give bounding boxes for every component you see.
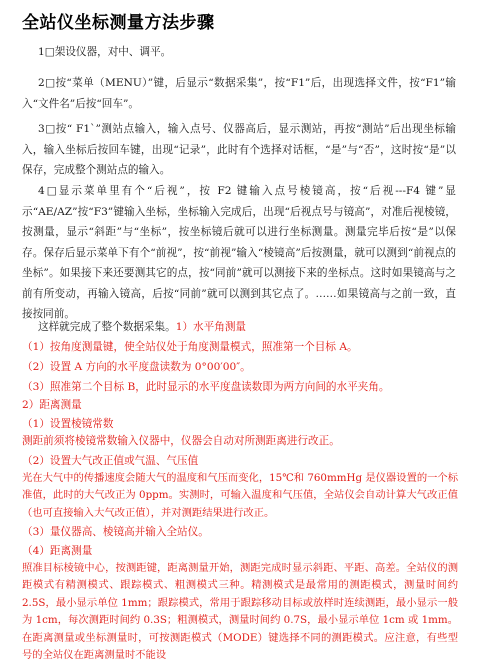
angle-item-3: （3）照准第二个目标 B，此时显示的水平度盘读数即为两方向间的水平夹角。	[22, 381, 390, 393]
dist-sub-2: （2）设置大气改正值或气温、气压值	[22, 455, 199, 467]
dist-sub-4-text: 照准目标棱镜中心，按测距键，距离测量开始，测距完成时显示斜距、平距、高差。全站仪的测距模式有精测模式、跟踪模式、粗测模式三种。精测模式是最常用的测距模式，测量时间约 2.5S，最小显示单位 1mm；跟踪模式，常用于跟踪移动目标或放样时连续测距，最小显示一般为 1cm，每次测距时间约 0.3S；粗测模式，测量时间约 0.7S，最小显示单位 1cm 或 1mm。在距离测量或坐标测量时，可按测距模式（MODE）键选择不同的测距模式。应注意，有些型号的全站仪在距离测量时不能设	[22, 562, 458, 662]
page-title: 全站仪坐标测量方法步骤	[22, 13, 215, 33]
step-4: 4□显示菜单里有个“后视”，按 F2 键输入点号棱镜高，按“后视---F4 键”显示“AE/AZ”按“F3”键输入坐标，坐标输入完成后，出现“后视点号与镜高”，对准后视棱镜，按测量，显示“斜距”与“坐标”，按坐标镜后就可以进行坐标测量。测量完毕后按“是”以保存。保存后显示菜单下有个“前视”，按“前视”输入“棱镜高”后按测量，就可以测到“前视点的坐标”。如果接下来还要测其它的点，按“同前”就可以测接下来的坐标点。这时如果镜高与之前有所变动，再输入镜高，后按“同前”就可以测到其它点了。……如果镜高与之前一致，直接按同前。	[22, 185, 456, 320]
dist-sub-4: （4）距离测量	[22, 545, 93, 557]
angle-item-2: （2）设置 A 方向的水平度盘读数为 0°00′00″。	[22, 361, 251, 373]
summary-text: 这样就完成了整个数据采集。	[38, 321, 176, 333]
angle-item-1: （1）按角度测量键，使全站仪处于角度测量模式，照准第一个目标 A。	[22, 341, 358, 353]
summary-line	[38, 317, 478, 337]
step-3: 3□按“ F1`”测站点输入，输入点号、仪器高后，显示测站，再按“测站”后出现坐标输入，输入坐标后按回车键，出现“记录”，此时有个选择对话框，“是”与“否”，这时按“是”以保存，完成整个测站点的输入。	[22, 123, 456, 176]
distance-heading: 2）距离测量	[22, 399, 82, 411]
dist-sub-2-text: 光在大气中的传播速度会随大气的温度和气压而变化，15℃和 760mmHg 是仪器设置的一个标准值，此时的大气改正为 0ppm。实测时，可输入温度和气压值，全站仪会自动计算大气改正值（也可直接输入大气改正值），并对测距结果进行改正。	[22, 472, 459, 519]
dist-sub-3: （3）量仪器高、棱镜高并输入全站仪。	[22, 526, 209, 538]
step-1: 1□架设仪器，对中、调平。	[38, 46, 172, 58]
angle-heading: 1）水平角测量	[175, 321, 247, 333]
dist-sub-1: （1）设置棱镜常数	[22, 418, 114, 430]
dist-sub-1-text: 测距前须将棱镜常数输入仪器中，仪器会自动对所测距离进行改正。	[22, 435, 340, 447]
step-2: 2□按“菜单（MENU）”键，后显示“数据采集”，按“F1”后，出现选择文件，按“F1”输入“文件名”后按“回车”。	[22, 77, 456, 110]
